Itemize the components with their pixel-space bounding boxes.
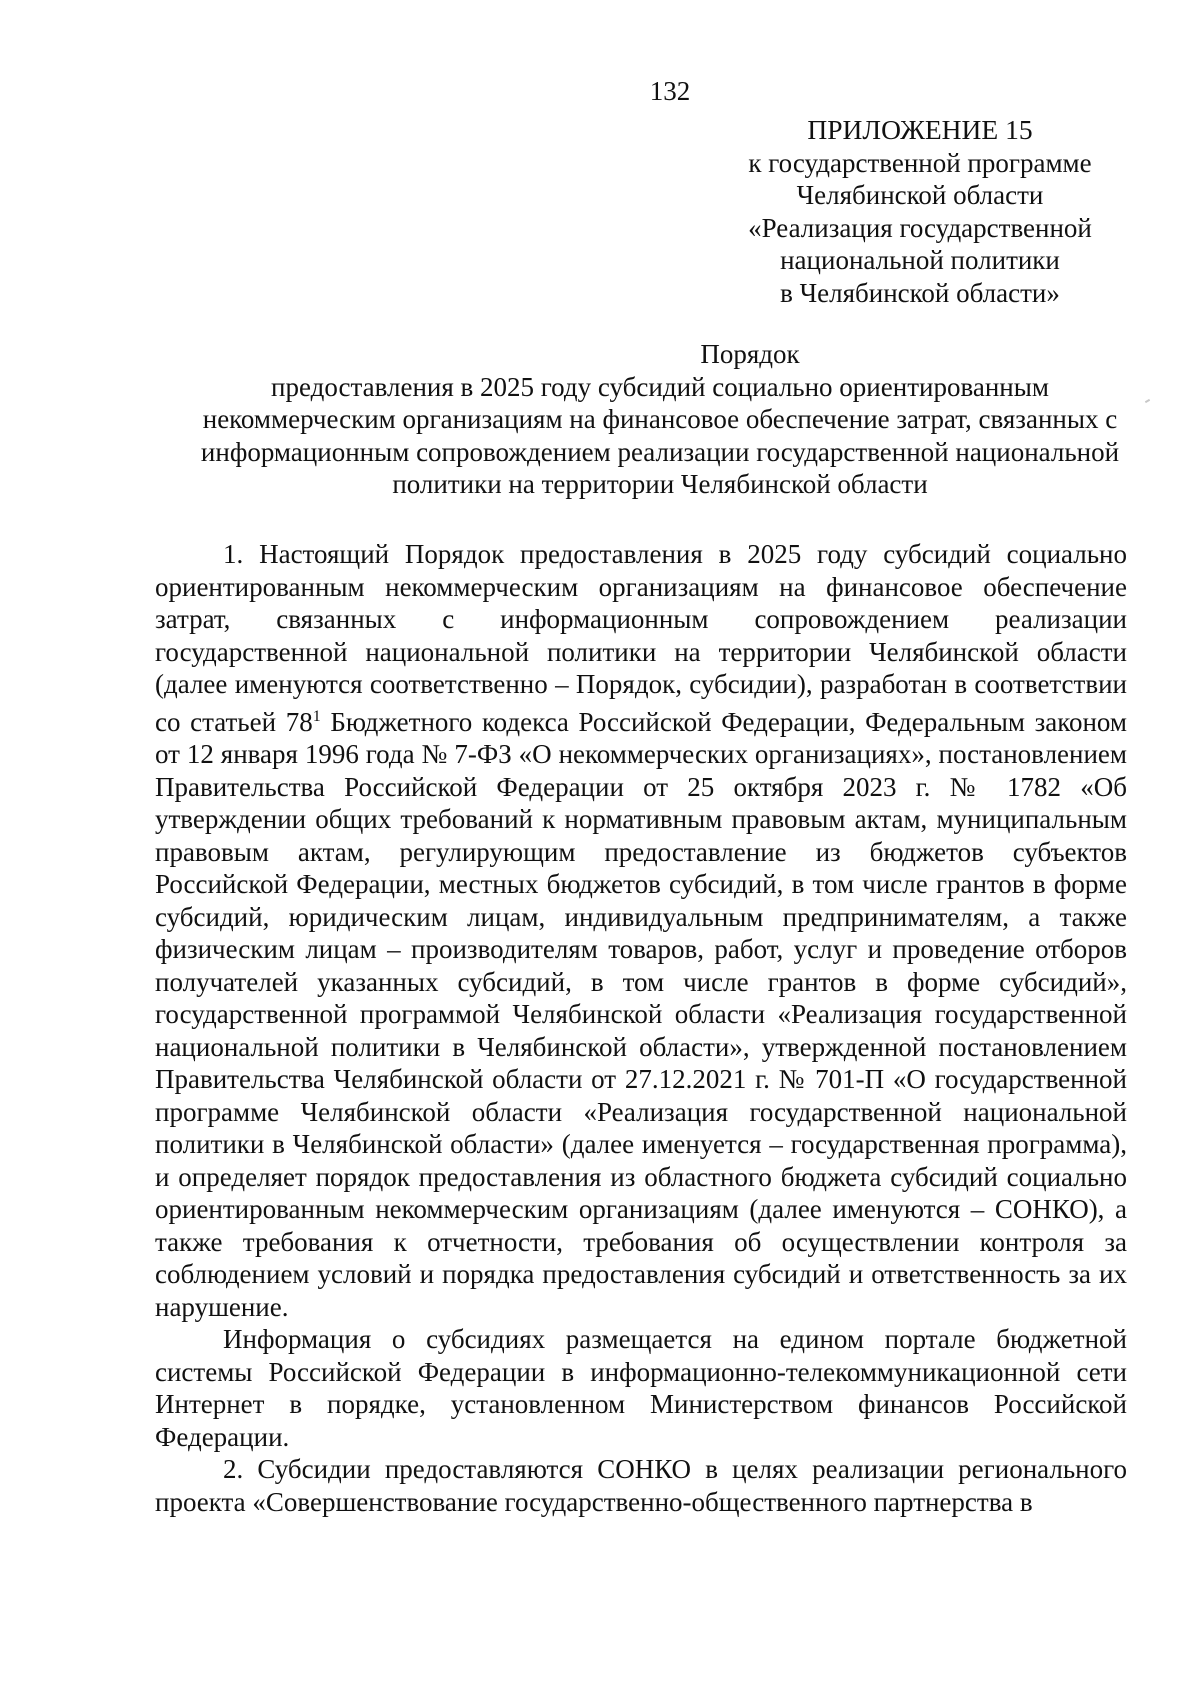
paragraph-1-text-a: 1. Настоящий Порядок предоставления в 2025 году субсидий социально ориентированным некоммерческим организациям на финансовое обеспечение затрат, связанных с информационным сопровождением реализации государственной национальной политики на территории Челябинской области (далее именуются соответственно – Порядок, субсидии), разработан в соответствии со статьей 78 xyxy=(155,539,1127,737)
appendix-header xyxy=(700,114,1140,309)
paragraph-1-text-b: Бюджетного кодекса Российской Федерации, Федеральным законом от 12 января 1996 года № 7-ФЗ «О некоммерческих организациях», постановлением Правительства Российской Федерации от 25 октября 2023 г. № 1782 «Об утверждении общих требований к нормативным правовым актам, муниципальным правовым актам, регулирующим предоставление из бюджетов субъектов Российской Федерации, местных бюджетов субсидий, в том числе грантов в форме субсидий, юридическим лицам, индивидуальным предпринимателям, а также физическим лицам – производителям товаров, работ, услуг и проведение отборов получателей указанных субсидий, в том числе грантов в форме субсидий», государственной программой Челябинской области «Реализация государственной национальной политики в Челябинской области», утвержденной постановлением Правительства Челябинской области от 27.12.2021 г. № 701-П «О государственной программе Челябинской области «Реализация государственной национальной политики в Челябинской области» (далее именуется – государственная программа), и определяет порядок предоставления из областного бюджета субсидий социально ориентированным некоммерческим организациям (далее именуются – СОНКО), а также требования к отчетности, требования об осуществлении контроля за соблюдением условий и порядка предоставления субсидий и ответственность за их нарушение. xyxy=(155,706,1127,1322)
appendix-line: «Реализация государственной xyxy=(748,212,1092,243)
appendix-line: к государственной программе xyxy=(748,147,1092,178)
document-title-heading: Порядок xyxy=(700,339,800,369)
document-title xyxy=(155,338,1165,501)
document-title-line: политики на территории Челябинской области xyxy=(392,469,928,499)
document-title-line: информационным сопровождением реализации государственной национальной xyxy=(200,436,1120,467)
appendix-line: в Челябинской области» xyxy=(780,277,1060,308)
document-title-line: некоммерческим организациям на финансовое обеспечение затрат, связанных с xyxy=(202,404,1118,434)
paragraph-3: 2. Субсидии предоставляются СОНКО в целях реализации регионального проекта «Совершенствование государственно-общественного партнерства в xyxy=(155,1454,1127,1517)
document-body xyxy=(155,538,1127,1518)
appendix-line: национальной политики xyxy=(780,245,1060,275)
paragraph-1 xyxy=(155,538,1127,1323)
page-number: 132 xyxy=(649,76,691,106)
paragraph-2: Информация о субсидиях размещается на едином портале бюджетной системы Российской Федерации в информационно-телекоммуникационной сети Интернет в порядке, установленном Министерством финансов Российской Федерации. xyxy=(155,1324,1127,1452)
document-title-line: предоставления в 2025 году субсидий социально ориентированным xyxy=(271,371,1049,402)
appendix-title: ПРИЛОЖЕНИЕ 15 xyxy=(807,114,1033,145)
article-superscript: 1 xyxy=(312,707,321,725)
appendix-line: Челябинской области xyxy=(796,180,1044,210)
